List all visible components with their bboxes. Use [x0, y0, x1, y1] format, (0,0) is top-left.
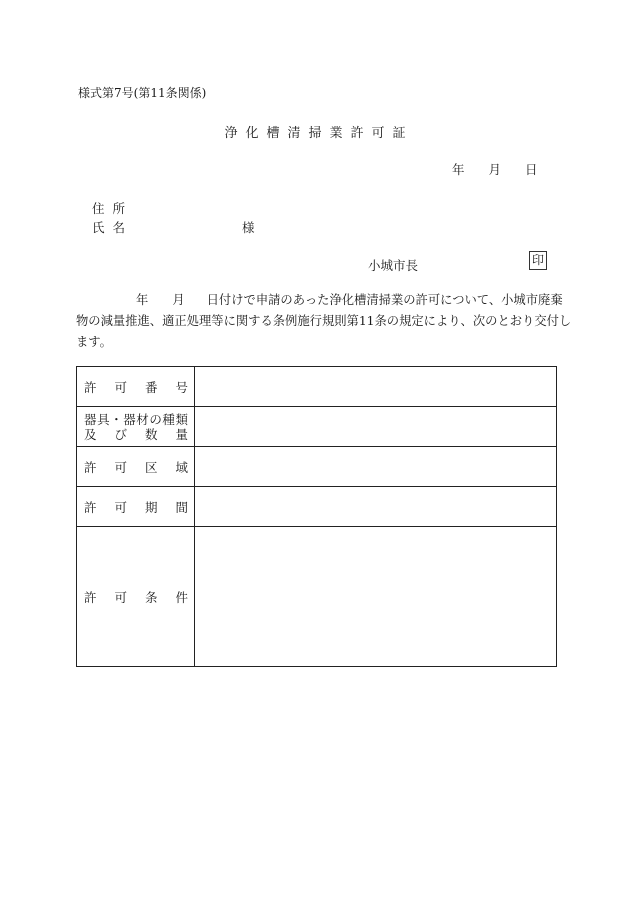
permit-period-value	[195, 487, 557, 527]
permit-table	[76, 366, 557, 667]
date-month-label: 月	[488, 162, 502, 177]
label-char: ・	[110, 411, 123, 427]
label-char: の	[149, 411, 162, 427]
row-label-permit-conditions	[77, 588, 194, 606]
label-char: 区	[144, 459, 158, 475]
label-char: 及	[84, 426, 97, 442]
table-row-permit-number	[77, 367, 557, 407]
body-month-label: 月	[172, 293, 185, 307]
body-line-2: 物の減量推進、適正処理等に関する条例施行規則第11条の規定により、次のとおり交付し	[76, 314, 572, 328]
label-char: 域	[175, 459, 188, 475]
label-char: 可	[114, 499, 127, 515]
label-char: 番	[144, 379, 158, 395]
address-label: 住所	[92, 201, 134, 216]
name-label: 氏名	[92, 220, 134, 235]
body-paragraph	[76, 290, 572, 353]
issuer-title: 小城市長	[368, 258, 419, 273]
label-char: 間	[175, 499, 188, 515]
label-char: 許	[84, 379, 97, 395]
equipment-value	[195, 407, 557, 447]
table-row-permit-area	[77, 447, 557, 487]
label-char: 種	[162, 411, 175, 427]
date-day-label: 日	[525, 162, 538, 177]
label-char: 器	[84, 411, 97, 427]
permit-conditions-value	[195, 527, 557, 667]
issue-date	[452, 160, 538, 178]
label-char: 材	[136, 411, 149, 427]
label-char: 許	[84, 499, 97, 515]
label-char: 具	[97, 411, 110, 427]
label-char: 許	[84, 459, 97, 475]
honorific: 様	[242, 220, 255, 235]
label-char: 類	[175, 411, 188, 427]
body-line-3: ます。	[76, 335, 112, 349]
label-char: 号	[175, 379, 188, 395]
label-char: 可	[114, 589, 127, 605]
row-label-equipment-line1	[77, 412, 194, 427]
label-char: 可	[114, 379, 127, 395]
body-year-label: 年	[136, 293, 149, 307]
label-char: 期	[144, 499, 158, 515]
label-char: 可	[114, 459, 127, 475]
row-label-permit-area	[77, 458, 194, 476]
label-char: 条	[144, 589, 158, 605]
permit-number-value	[195, 367, 557, 407]
label-char: 件	[175, 589, 188, 605]
document-title: 浄化槽清掃業許可証	[224, 126, 414, 141]
table-row-equipment	[77, 407, 557, 447]
label-char: び	[114, 426, 127, 442]
row-label-equipment-line2	[77, 427, 194, 442]
table-row-permit-period	[77, 487, 557, 527]
seal-stamp: 印	[529, 251, 547, 270]
body-line-1-text: 日付けで申請のあった浄化槽清掃業の許可について、小城市廃棄	[206, 293, 563, 307]
date-year-label: 年	[452, 162, 465, 177]
row-label-permit-period	[77, 498, 194, 516]
permit-area-value	[195, 447, 557, 487]
table-row-permit-conditions	[77, 527, 557, 667]
body-line-1	[76, 290, 563, 311]
label-char: 数	[144, 426, 158, 442]
label-char: 器	[123, 411, 136, 427]
row-label-permit-number	[77, 378, 194, 396]
label-char: 量	[175, 426, 188, 442]
label-char: 許	[84, 589, 97, 605]
form-number: 様式第7号(第11条関係)	[78, 86, 207, 100]
